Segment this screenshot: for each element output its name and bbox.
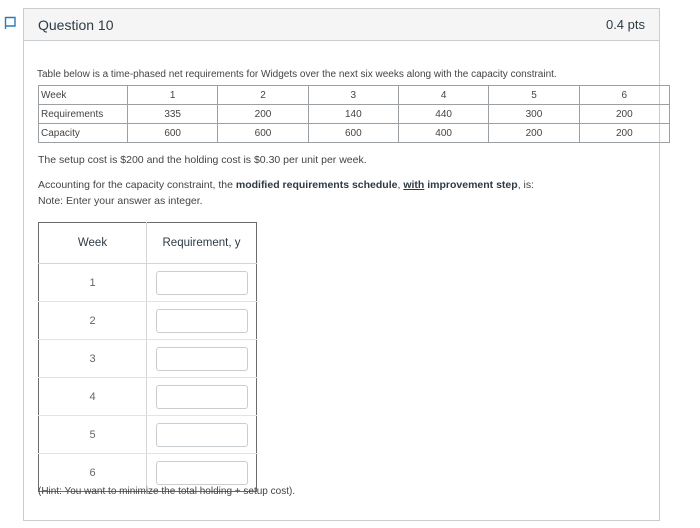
- question-header: [24, 9, 659, 41]
- answer-row: [39, 264, 257, 302]
- week-cell: 1: [128, 86, 218, 105]
- instruction-part3: , is:: [517, 179, 535, 191]
- requirement-input-week-4[interactable]: [156, 385, 248, 409]
- week-cell: 3: [308, 86, 398, 105]
- requirement-input-week-6[interactable]: [156, 461, 248, 485]
- requirement-input-week-5[interactable]: [156, 423, 248, 447]
- answer-week-cell: 6: [39, 454, 147, 492]
- capacity-cell: 200: [579, 124, 669, 143]
- answer-input-cell: [147, 416, 257, 454]
- requirement-cell: 300: [489, 105, 579, 124]
- answer-week-cell: 1: [39, 264, 147, 302]
- week-cell: 6: [579, 86, 669, 105]
- week-row: [39, 86, 670, 105]
- instruction-bold1: modified requirements schedule: [235, 179, 398, 191]
- instruction-text: [38, 179, 534, 191]
- intro-text: Table below is a time-phased net requirements for Widgets over the next six weeks along with the capacity constraint.: [37, 69, 557, 80]
- requirements-row-label: Requirements: [39, 105, 128, 124]
- question-title: Question 10: [38, 16, 114, 33]
- requirement-cell: 200: [579, 105, 669, 124]
- week-row-label: Week: [39, 86, 128, 105]
- capacity-cell: 600: [218, 124, 308, 143]
- capacity-cell: 600: [308, 124, 398, 143]
- answer-row: [39, 378, 257, 416]
- requirements-table: [38, 85, 670, 143]
- answer-input-cell: [147, 378, 257, 416]
- capacity-row: [39, 124, 670, 143]
- note-text: Note: Enter your answer as integer.: [38, 195, 203, 207]
- week-cell: 2: [218, 86, 308, 105]
- answer-row: [39, 340, 257, 378]
- week-cell: 5: [489, 86, 579, 105]
- week-cell: 4: [398, 86, 488, 105]
- answer-week-cell: 5: [39, 416, 147, 454]
- instruction-part2: ,: [397, 179, 404, 191]
- instruction-bold2: improvement step: [424, 179, 518, 191]
- capacity-cell: 600: [128, 124, 218, 143]
- answer-input-cell: [147, 264, 257, 302]
- question-card: [23, 8, 660, 521]
- flag-question-icon[interactable]: [4, 16, 17, 30]
- requirement-cell: 440: [398, 105, 488, 124]
- answer-week-cell: 3: [39, 340, 147, 378]
- answer-input-cell: [147, 302, 257, 340]
- requirements-row: [39, 105, 670, 124]
- week-column-header: Week: [39, 223, 147, 264]
- cost-text: The setup cost is $200 and the holding cost is $0.30 per unit per week.: [38, 154, 367, 166]
- answer-input-cell: [147, 340, 257, 378]
- requirement-input-week-2[interactable]: [156, 309, 248, 333]
- question-points: 0.4 pts: [605, 17, 645, 32]
- requirement-cell: 140: [308, 105, 398, 124]
- answer-row: [39, 416, 257, 454]
- requirement-column-header: Requirement, y: [147, 223, 257, 264]
- instruction-underlined: with: [403, 179, 425, 191]
- requirement-input-week-3[interactable]: [156, 347, 248, 371]
- capacity-cell: 200: [489, 124, 579, 143]
- answer-header-row: [39, 223, 257, 264]
- requirement-cell: 200: [218, 105, 308, 124]
- capacity-cell: 400: [398, 124, 488, 143]
- requirement-cell: 335: [128, 105, 218, 124]
- answer-week-cell: 4: [39, 378, 147, 416]
- capacity-row-label: Capacity: [39, 124, 128, 143]
- answer-week-cell: 2: [39, 302, 147, 340]
- hint-text: (Hint: You want to minimize the total holding + setup cost).: [38, 486, 296, 497]
- answer-table: [38, 222, 257, 492]
- requirement-input-week-1[interactable]: [156, 271, 248, 295]
- answer-row: [39, 302, 257, 340]
- instruction-part1: Accounting for the capacity constraint, the: [38, 179, 236, 191]
